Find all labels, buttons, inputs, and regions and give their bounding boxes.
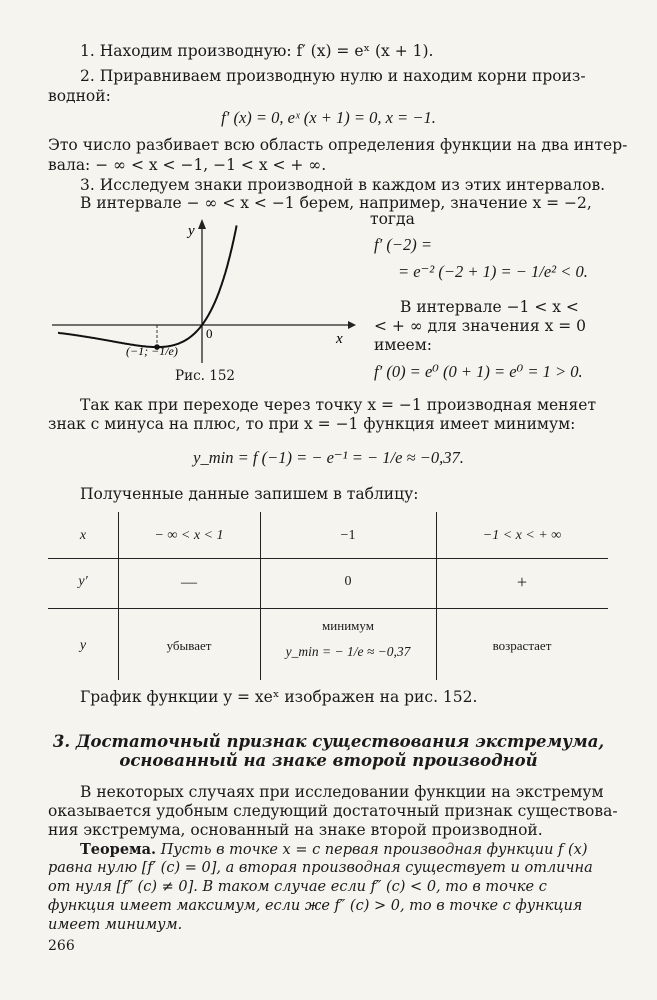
origin-label: 0 bbox=[206, 326, 213, 341]
transition-line-2: знак с минуса на плюс, то при x = −1 функция имеет минимум: bbox=[48, 415, 576, 433]
y-axis-label: y bbox=[188, 223, 195, 239]
table-cell: убывает bbox=[166, 638, 212, 653]
step-3: 3. Исследуем знаки производной в каждом из этих интервалов. bbox=[80, 176, 606, 194]
interval-line-1: В интервале − ∞ < x < −1 берем, например, значение x = −2, bbox=[80, 194, 592, 212]
f-minus-2-a: f′ (−2) = bbox=[374, 235, 432, 254]
x-axis-label: x bbox=[336, 331, 343, 347]
interval-2-line-3: имеем: bbox=[374, 336, 433, 354]
paragraph-line-1: В некоторых случаях при исследовании функции на экстремум bbox=[80, 783, 604, 801]
table-cell: −1 bbox=[340, 528, 356, 543]
table-intro: Полученные данные запишем в таблицу: bbox=[80, 485, 419, 503]
graph-reference: График функции y = xeˣ изображен на рис. 152. bbox=[80, 688, 478, 706]
table-row-divider bbox=[48, 558, 608, 559]
f-minus-2-b: = e⁻² (−2 + 1) = − 1/e² < 0. bbox=[398, 262, 588, 281]
theorem-text: Пусть в точке x = c первая производная функции f (x) bbox=[160, 842, 588, 858]
f-at-0: f′ (0) = e⁰ (0 + 1) = e⁰ = 1 > 0. bbox=[374, 362, 583, 381]
table-cell: минимум bbox=[322, 618, 374, 633]
table-row-divider bbox=[48, 608, 608, 609]
section-title-line-2: основанный на знаке второй производной bbox=[119, 751, 538, 770]
interval-2-line-2: < + ∞ для значения x = 0 bbox=[374, 317, 587, 335]
x-axis-arrow-icon bbox=[348, 321, 356, 329]
theorem-line-3: от нуля [f″ (c) ≠ 0]. В таком случае если f″ (c) < 0, то в точке c bbox=[48, 879, 547, 895]
page-number: 266 bbox=[48, 938, 75, 954]
table-cell: возрастает bbox=[492, 638, 552, 653]
function-graph bbox=[48, 215, 358, 385]
minimum-point-label: (−1; −1/e) bbox=[126, 344, 178, 358]
table-cell-min-formula: y_min = − 1/e ≈ −0,37 bbox=[285, 644, 411, 659]
paragraph-line-3: ния экстремума, основанный на знаке второй производной. bbox=[48, 821, 543, 839]
theorem-label: Теорема. bbox=[80, 841, 157, 858]
figure-caption: Рис. 152 bbox=[175, 368, 235, 384]
theorem-line-5: имеет минимум. bbox=[48, 917, 183, 933]
table-cell: −1 < x < + ∞ bbox=[482, 528, 562, 543]
step-2-line-1: 2. Приравниваем производную нулю и находим корни произ- bbox=[80, 67, 586, 85]
table-head-x: x bbox=[79, 528, 87, 543]
theorem-line-4: функция имеет максимум, если же f″ (c) > 0, то в точке с функция bbox=[48, 898, 583, 914]
transition-line-1: Так как при переходе через точку x = −1 производная меняет bbox=[80, 396, 597, 414]
step-2-line-2: водной: bbox=[48, 87, 111, 105]
roots-equation: f′ (x) = 0, eˣ (x + 1) = 0, x = −1. bbox=[221, 108, 436, 127]
note-line-2: вала: − ∞ < x < −1, −1 < x < + ∞. bbox=[48, 156, 327, 174]
table-head-y-prime: y′ bbox=[78, 574, 88, 589]
y-axis-arrow-icon bbox=[198, 219, 206, 229]
theorem-line-2: равна нулю [f′ (c) = 0], а вторая производная существует и отлична bbox=[48, 860, 593, 876]
step-1: 1. Находим производную: f′ (x) = eˣ (x + 1). bbox=[80, 42, 434, 60]
table-cell: − ∞ < x < 1 bbox=[154, 528, 224, 543]
summary-table bbox=[48, 512, 608, 680]
interval-then: тогда bbox=[370, 210, 415, 228]
ymin-equation: y_min = f (−1) = − e⁻¹ = − 1/e ≈ −0,37. bbox=[193, 448, 464, 467]
paragraph-line-2: оказывается удобным следующий достаточный признак существова- bbox=[48, 802, 618, 820]
note-line-1: Это число разбивает всю область определения функции на два интер- bbox=[48, 136, 628, 154]
theorem-line-1 bbox=[80, 841, 588, 858]
table-cell: + bbox=[516, 572, 528, 592]
table-cell: 0 bbox=[344, 574, 352, 589]
section-title-line-1: 3. Достаточный признак существования экстремума, bbox=[52, 732, 605, 751]
interval-2-line-1: В интервале −1 < x < bbox=[400, 298, 579, 316]
table-head-y: y bbox=[79, 638, 87, 653]
table-cell: — bbox=[181, 574, 197, 591]
